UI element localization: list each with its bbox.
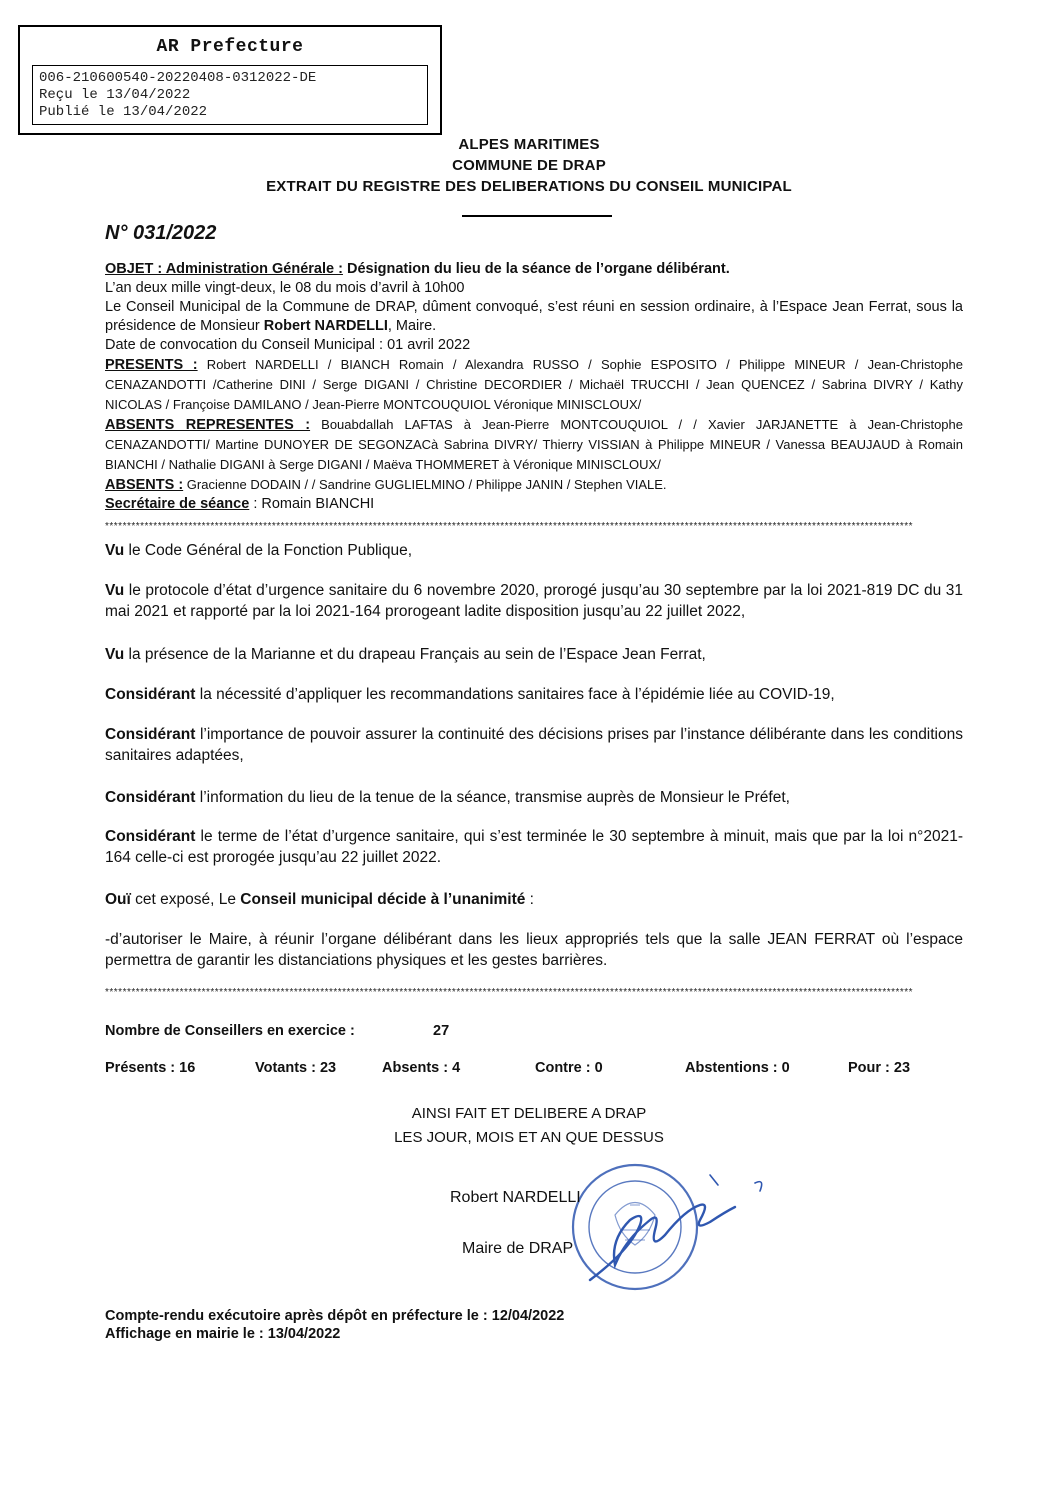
ar-prefecture-stamp [18,25,442,135]
objet-label: OBJET : Administration Générale : [105,261,343,277]
count-contre: Contre : 0 [535,1060,603,1076]
signatory-title: Maire de DRAP [462,1240,574,1257]
decision-intro: Ouï cet exposé, Le Conseil municipal décide à l’unanimité : [105,891,534,908]
closing-formula [0,1102,1058,1150]
session-details [105,260,963,514]
recital-4: Considérant la nécessité d’appliquer les recommandations sanitaires face à l’épidémie liée au COVID-19, [105,686,835,703]
stamp-received: Reçu le 13/04/2022 [39,87,191,103]
represented-text: Bouabdallah LAFTAS à Jean-Pierre MONTCOUQUIOL / / Xavier JARJANETTE à Jean-Christophe CENAZANDOTTI/ Martine DUNOYER DE SEGONZACà Sabrina DIVRY/ Thierry VISSIAN à Philippe MINEUR / Vanessa BEAUJAUD à Romain BIANCHI / Nathalie DIGANI à Serge DIGANI / Maëva THOMMERET à Véronique MINISCLOUX/ [105,417,963,472]
absents-label: ABSENTS : [105,477,184,493]
presents-text: Robert NARDELLI / BIANCH Romain / Alexandra RUSSO / Sophie ESPOSITO / Philippe MINEUR / Jean-Christophe CENAZANDOTTI /Catherine DINI / Serge DIGANI / Christine DECORDIER / Michaël TRUCCHI / Jean QUENCEZ / Sabrina DIVRY / Kathy NICOLAS / Françoise DAMILANO / Jean-Pierre MONTCOUQUIOL Véronique MINISCLOUX/ [105,357,963,412]
represented-label: ABSENTS REPRESENTES : [105,417,311,433]
stamp-published: Publié le 13/04/2022 [39,104,208,120]
closing-line-2: LES JOUR, MOIS ET AN QUE DESSUS [394,1129,664,1146]
session-date: L’an deux mille vingt-deux, le 08 du mois d’avril à 10h00 [105,280,465,296]
document-footer [105,1307,564,1343]
absents-list [105,475,963,495]
header-divider [462,215,612,217]
decision-text: -d’autoriser le Maire, à réunir l’organe délibérant dans les lieux appropriés tels que la salle JEAN FERRAT où l’espace permettra de garantir les distanciations physiques et les gestes barrières. [105,931,963,969]
stamp-reference: 006-210600540-20220408-0312022-DE [39,70,317,86]
objet-text: Désignation du lieu de la séance de l’organe délibérant. [342,261,730,277]
recital-5: Considérant l’importance de pouvoir assurer la continuité des décisions prises par l’instance délibérante dans les conditions sanitaires adaptées, [105,726,963,764]
convocation-date: Date de convocation du Conseil Municipal : 01 avril 2022 [105,337,471,353]
signature-icon [590,1175,762,1280]
separator-bottom: **************************************************************************************************************************************************************************************** [105,987,914,998]
councillors-total-value: 27 [433,1023,450,1039]
stamp-details [32,65,428,125]
header-department: ALPES MARITIMES [458,136,600,153]
secretary-label: Secrétaire de séance [105,496,250,512]
footer-executory: Compte-rendu exécutoire après dépôt en préfecture le : 12/04/2022 [105,1308,565,1324]
mairie-seal-and-signature [560,1155,780,1305]
header-register-title: EXTRAIT DU REGISTRE DES DELIBERATIONS DU CONSEIL MUNICIPAL [266,178,792,195]
councillors-total-label: Nombre de Conseillers en exercice : [105,1023,355,1039]
recital-1: Vu le Code Général de la Fonction Publique, [105,542,413,559]
recital-3: Vu la présence de la Marianne et du drapeau Français au sein de l’Espace Jean Ferrat, [105,646,706,663]
closing-line-1: AINSI FAIT ET DELIBERE A DRAP [411,1105,647,1122]
stamp-title: AR Prefecture [156,37,304,57]
seal-icon [573,1165,697,1289]
separator-top: **************************************************************************************************************************************************************************************** [105,521,914,532]
header-commune: COMMUNE DE DRAP [452,157,606,174]
recital-7: Considérant le terme de l’état d’urgence sanitaire, qui s’est terminée le 30 septembre à minuit, mais que par la loi n°2021-164 celle-ci est prorogée jusqu’au 22 juillet 2022. [105,828,963,866]
count-pour: Pour : 23 [848,1060,911,1076]
count-votants: Votants : 23 [255,1060,337,1076]
president-name: Robert NARDELLI [263,318,388,334]
secretary-line [105,495,963,514]
session-convocation: Le Conseil Municipal de la Commune de DRAP, dûment convoqué, s’est réuni en session ordinaire, à l’Espace Jean Ferrat, sous la présidence de Monsieur Robert NARDELLI, Maire. [105,299,963,334]
document-header [0,134,1058,197]
count-abstentions: Abstentions : 0 [685,1060,790,1076]
footer-posting: Affichage en mairie le : 13/04/2022 [105,1326,341,1342]
deliberation-number: N° 031/2022 [105,222,217,244]
count-absents: Absents : 4 [382,1060,461,1076]
signatory-name: Robert NARDELLI [450,1189,581,1206]
objet-line [105,260,963,279]
absents-text: Gracienne DODAIN / / Sandrine GUGLIELMINO / Philippe JANIN / Stephen VIALE. [183,477,667,492]
recital-6: Considérant l’information du lieu de la tenue de la séance, transmise auprès de Monsieur le Préfet, [105,789,790,806]
count-presents: Présents : 16 [105,1060,196,1076]
presents-label: PRESENTS : [105,357,198,373]
represented-list [105,415,963,475]
recital-2: Vu le protocole d’état d’urgence sanitaire du 6 novembre 2020, prorogé jusqu’au 30 septembre par la loi 2021-819 DC du 31 mai 2021 et rapporté par la loi 2021-164 prorogeant ladite disposition jusqu’au 22 juillet 2022, [105,582,963,620]
councillors-total [105,1023,505,1039]
secretary-text: : Romain BIANCHI [249,496,375,512]
presents-list [105,355,963,415]
